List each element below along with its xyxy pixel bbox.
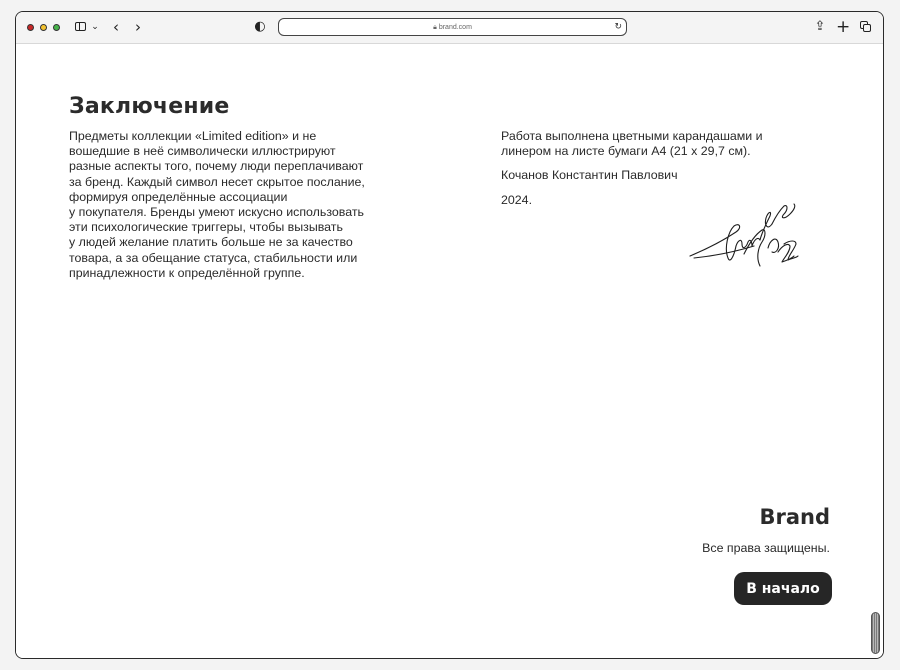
privacy-shield-icon[interactable]: ◐ <box>254 19 266 34</box>
browser-window <box>15 11 884 659</box>
plus-icon[interactable]: + <box>836 17 851 37</box>
page-title: Заключение <box>69 94 230 119</box>
chevron-down-icon[interactable]: ⌄ <box>91 22 99 32</box>
maximize-window-button[interactable] <box>53 24 60 31</box>
forward-icon[interactable]: › <box>135 18 141 36</box>
share-icon[interactable]: ⇪ <box>814 19 826 34</box>
scrollbar-thumb[interactable] <box>871 612 880 654</box>
address-bar[interactable] <box>278 18 627 36</box>
back-icon[interactable]: ‹ <box>113 18 119 36</box>
minimize-window-button[interactable] <box>40 24 47 31</box>
lock-icon: 🔒︎ <box>433 23 437 31</box>
footer-brand: Brand <box>759 505 830 529</box>
year-text: 2024. <box>501 192 533 207</box>
signature-image <box>684 196 804 276</box>
address-url: brand.com <box>438 24 472 31</box>
back-to-top-button[interactable]: В начало <box>734 572 832 605</box>
reload-icon[interactable]: ↻ <box>614 22 622 32</box>
conclusion-text: Предметы коллекции «Limited edition» и не вошедшие в неё символически иллюстрируют разные аспекты того, почему люди переплачивают за бренд. Каждый символ несет скрытое послание, формируя определённые ассоциации у покупателя. Бренды умеют искусно использовать эти психологические триггеры, чтобы вызывать у людей желание платить больше не за качество товара, а за обещание статуса, стабильности или принадлежности к определённой группе. <box>69 129 365 280</box>
page-content <box>16 44 883 659</box>
author-name: Кочанов Константин Павлович <box>501 168 678 183</box>
technique-text: Работа выполнена цветными карандашами и линером на листе бумаги А4 (21 х 29,7 см). <box>501 129 763 159</box>
sidebar-icon[interactable] <box>75 22 86 31</box>
browser-toolbar <box>16 12 883 44</box>
copyright-text: Все права защищены. <box>702 541 830 555</box>
tabs-overview-icon[interactable] <box>860 21 871 32</box>
close-window-button[interactable] <box>27 24 34 31</box>
